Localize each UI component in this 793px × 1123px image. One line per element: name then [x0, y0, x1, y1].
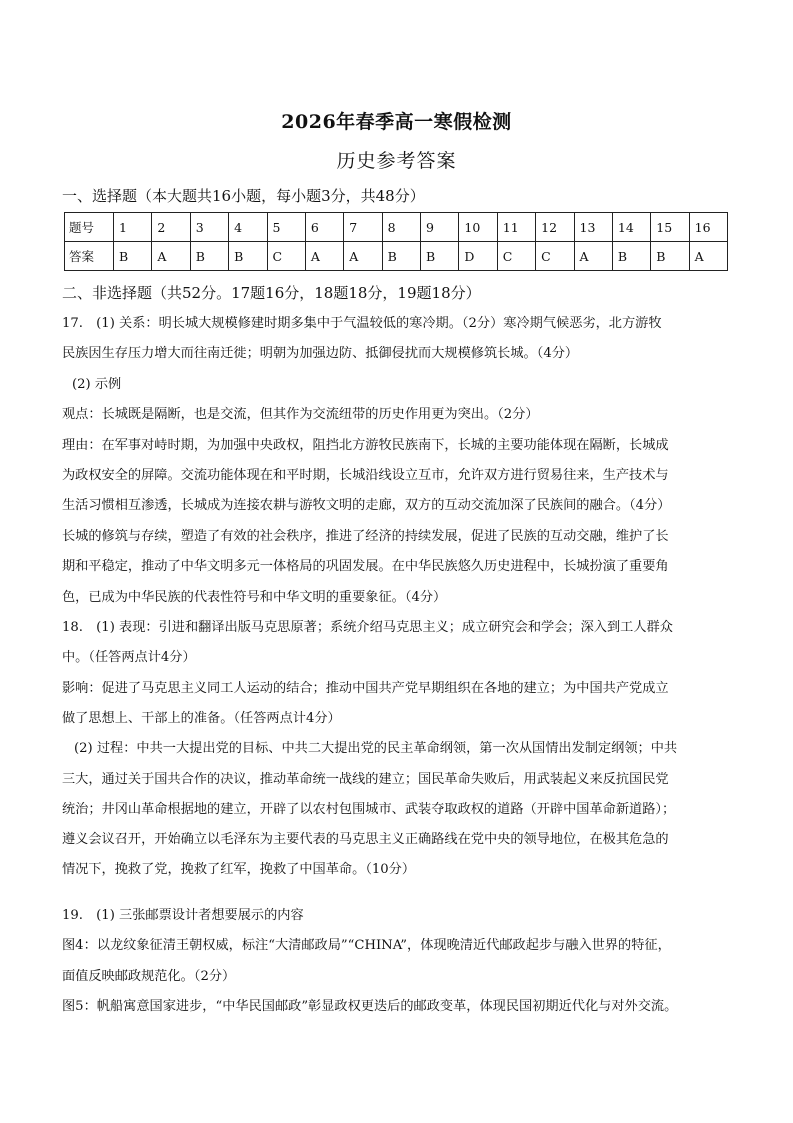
row-label-number: 题号	[65, 213, 114, 242]
answer-cell: C	[267, 242, 305, 271]
answer-cell: B	[114, 242, 152, 271]
answer-cell: A	[344, 242, 382, 271]
answer-cell: D	[459, 242, 497, 271]
answer-line: 期和平稳定，推动了中华文明多元一体格局的巩固发展。在中华民族悠久历史进程中，长城扮演了重要角	[62, 559, 669, 575]
answer-cell: A	[574, 242, 612, 271]
answer-line: 生活习惯相互渗透，长城成为连接农耕与游牧文明的走廊，双方的互动交流加深了民族间的融合。（4分）	[62, 498, 671, 514]
answer-line: 面值反映邮政规范化。（2分）	[62, 968, 236, 984]
answer-cell: B	[651, 242, 689, 271]
answer-line: 17. (1) 关系：明长城大规模修建时期多集中于气温较低的寒冷期。（2分）寒冷期气候恶劣，北方游牧	[62, 316, 662, 331]
question-number-cell: 10	[459, 213, 497, 242]
answer-line: 理由：在军事对峙时期，为加强中央政权，阻挡北方游牧民族南下，长城的主要功能体现在隔断，长城成	[62, 437, 669, 453]
answer-cell: C	[536, 242, 574, 271]
exam-subtitle: 历史参考答案	[336, 150, 457, 172]
answer-line: 做了思想上、干部上的准备。（任答两点计4分）	[62, 711, 341, 727]
answer-table	[64, 212, 728, 271]
question-number-cell: 2	[152, 213, 190, 242]
question-number-cell: 8	[382, 213, 420, 242]
question-number-cell: 7	[344, 213, 382, 242]
question-number-row	[65, 213, 728, 242]
answer-line: 中。（任答两点计4分）	[62, 650, 196, 666]
answer-line: 色，已成为中华民族的代表性符号和中华文明的重要象征。（4分）	[62, 589, 447, 605]
answer-line: (2) 示例	[72, 376, 122, 392]
section1-heading: 一、选择题（本大题共16小题，每小题3分，共48分）	[62, 187, 425, 205]
question-number-cell: 11	[497, 213, 535, 242]
answer-19	[62, 901, 737, 1023]
question-number-cell: 3	[190, 213, 228, 242]
answer-line: 遵义会议召开，开始确立以毛泽东为主要代表的马克思主义正确路线在党中央的领导地位，在极其危急的	[62, 832, 669, 847]
answer-line: 18. (1) 表现：引进和翻译出版马克思原著；系统介绍马克思主义；成立研究会和学会；深入到工人群众	[62, 619, 673, 635]
answer-line: 19. (1) 三张邮票设计者想要展示的内容	[62, 908, 304, 923]
answer-line: 图4：以龙纹象征清王朝权威，标注“大清邮政局”“CHINA”，体现晚清近代邮政起步与融入世界的特征，	[62, 938, 671, 954]
answer-line: 为政权安全的屏障。交流功能体现在和平时期，长城沿线设立互市，允许双方进行贸易往来，生产技术与	[62, 467, 669, 483]
answer-line: 民族因生存压力增大而往南迁徙；明朝为加强边防、抵御侵扰而大规模修筑长城。（4分）	[62, 346, 579, 362]
answer-cell: C	[497, 242, 535, 271]
answer-line: 长城的修筑与存续，塑造了有效的社会秩序，推进了经济的持续发展，促进了民族的互动交融，维护了长	[62, 528, 669, 544]
question-number-cell: 12	[536, 213, 574, 242]
answer-cell: B	[229, 242, 267, 271]
answer-line: 观点：长城既是隔断，也是交流，但其作为交流纽带的历史作用更为突出。（2分）	[62, 407, 539, 423]
answer-line: 图5：帆船寓意国家进步，“中华民国邮政”彰显政权更迭后的邮政变革，体现民国初期近代化与对外交流。	[62, 999, 678, 1015]
answer-row	[65, 242, 728, 271]
question-number-cell: 16	[689, 213, 727, 242]
answer-line: (2) 过程：中共一大提出党的目标、中共二大提出党的民主革命纲领，第一次从国情出发制定纲领；中共	[74, 741, 678, 757]
answer-cell: A	[305, 242, 343, 271]
answer-line: 三大，通过关于国共合作的决议，推动革命统一战线的建立；国民革命失败后，用武装起义来反抗国民党	[62, 771, 669, 787]
answer-cell: A	[152, 242, 190, 271]
answer-line: 统治；井冈山革命根据地的建立，开辟了以农村包围城市、武装夺取政权的道路（开辟中国革命新道路）；	[62, 802, 676, 818]
row-label-answer: 答案	[65, 242, 114, 271]
exam-title: 2026年春季高一寒假检测	[281, 111, 512, 133]
question-number-cell: 13	[574, 213, 612, 242]
question-number-cell: 14	[612, 213, 650, 242]
answer-cell: B	[612, 242, 650, 271]
question-number-cell: 1	[114, 213, 152, 242]
question-number-cell: 15	[651, 213, 689, 242]
answer-18-tail	[62, 825, 737, 886]
answer-line: 影响：促进了马克思主义同工人运动的结合；推动中国共产党早期组织在各地的建立；为中国共产党成立	[62, 680, 669, 696]
section2-heading: 二、非选择题（共52分。17题16分，18题18分，19题18分）	[62, 284, 481, 302]
question-number-cell: 9	[421, 213, 459, 242]
answer-cell: A	[689, 242, 727, 271]
answer-cell: B	[190, 242, 228, 271]
answer-line: 情况下，挽救了党，挽救了红军，挽救了中国革命。（10分）	[62, 862, 416, 878]
question-number-cell: 6	[305, 213, 343, 242]
question-number-cell: 4	[229, 213, 267, 242]
answers-17-18	[62, 309, 737, 826]
answer-cell: B	[421, 242, 459, 271]
answer-cell: B	[382, 242, 420, 271]
question-number-cell: 5	[267, 213, 305, 242]
